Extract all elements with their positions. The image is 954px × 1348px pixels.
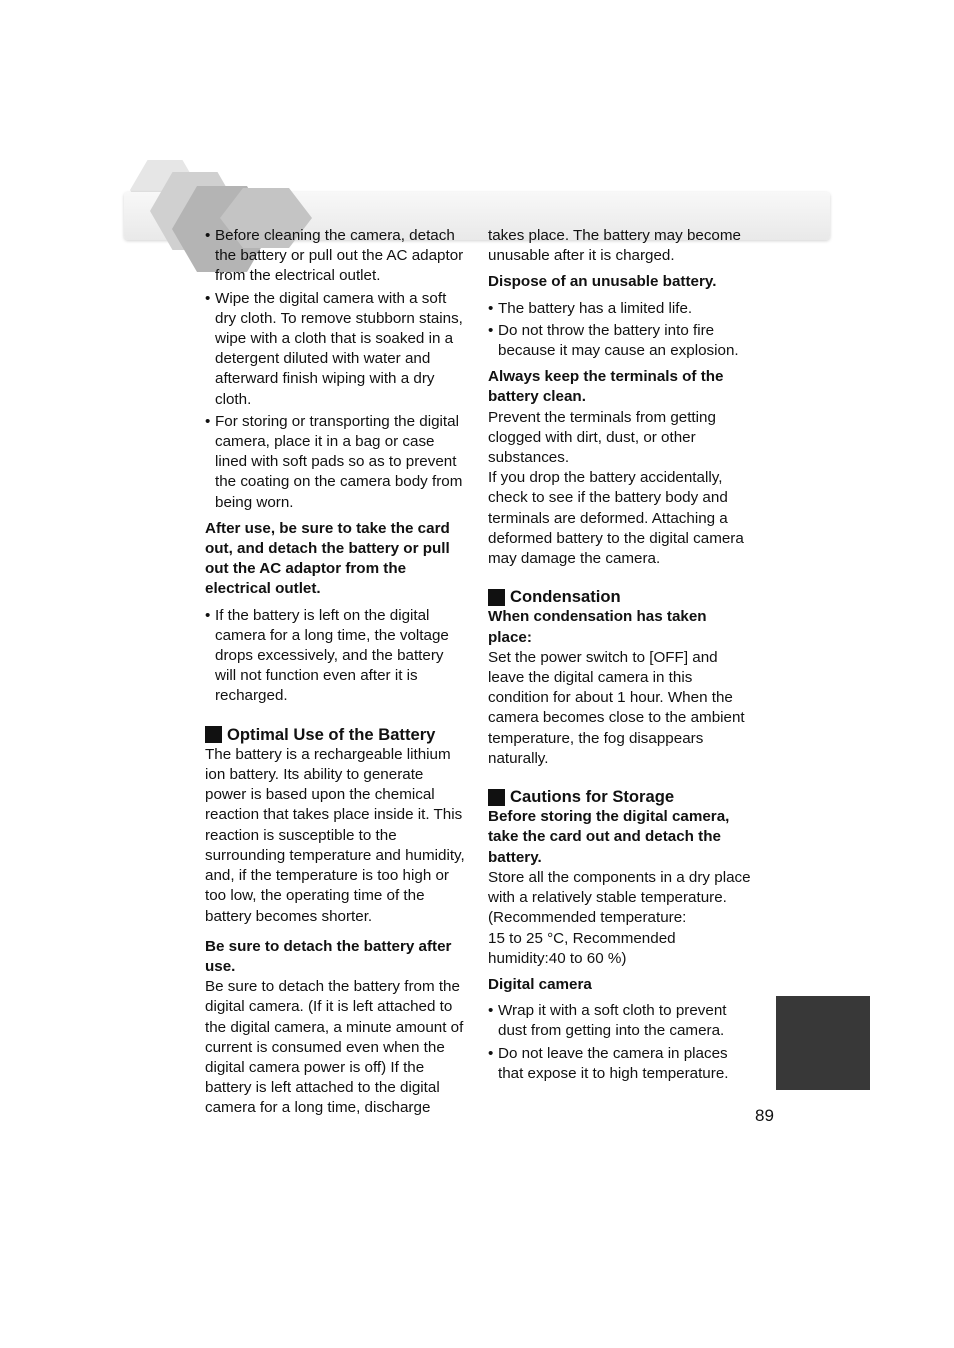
storage-body: Store all the components in a dry place with a relatively stable temperature.: [488, 868, 751, 907]
page-number: 89: [755, 1106, 774, 1125]
storage-body: 15 to 25 °C, Recommended humidity:40 to 60 %): [488, 929, 676, 967]
terminals-heading: Always keep the terminals of the battery clean.: [488, 368, 724, 406]
optimal-battery-heading: [205, 725, 467, 745]
section-square-icon: [205, 726, 222, 743]
condensation-body: Set the power switch to [OFF] and leave the digital camera in this condition for about 1 hour. When the camera becomes close to the ambient temperature, the fog disappears naturally.: [488, 648, 745, 767]
section-square-icon: [488, 789, 505, 806]
list-item: • Do not leave the camera in places that expose it to high temperature.: [488, 1044, 754, 1084]
digital-camera-heading: Digital camera: [488, 975, 592, 993]
section-square-icon: [488, 589, 505, 606]
after-use-bullet-list: [205, 606, 467, 707]
terminals-body: Prevent the terminals from getting clogged with dirt, dust, or other substances.: [488, 408, 716, 467]
cleaning-bullet-list: [205, 226, 467, 513]
after-use-heading: After use, be sure to take the card out, and detach the battery or pull out the AC adaptor from the electrical outlet.: [205, 519, 450, 598]
list-item: • For storing or transporting the digital camera, place it in a bag or case lined with soft pads so as to prevent the coating on the camera body from being worn.: [205, 412, 467, 513]
right-column: [488, 226, 754, 1086]
list-item: • Wrap it with a soft cloth to prevent dust from getting into the camera.: [488, 1001, 754, 1041]
section-heading-label: Optimal Use of the Battery: [227, 724, 436, 744]
storage-body: (Recommended temperature:: [488, 909, 687, 927]
condensation-heading: [488, 587, 754, 607]
storage-subheading: Before storing the digital camera, take the card out and detach the battery.: [488, 808, 730, 866]
section-heading-label: Condensation: [510, 587, 621, 607]
list-item: • The battery has a limited life.: [488, 299, 754, 319]
section-heading-label: Cautions for Storage: [510, 787, 675, 807]
dispose-bullet-list: [488, 299, 754, 362]
chapter-tab-block: [776, 996, 870, 1090]
optimal-battery-body: The battery is a rechargeable lithium ion battery. Its ability to generate power is based upon the chemical reaction that takes place inside it. This reaction is susceptible to the surrounding temperature and humidity, and, if the temperature is too high or too low, the operating time of the battery becomes shorter.: [205, 745, 465, 925]
list-item: • Before cleaning the camera, detach the battery or pull out the AC adaptor from the electrical outlet.: [205, 226, 467, 287]
condensation-subheading: When condensation has taken place:: [488, 608, 707, 646]
list-item: • Wipe the digital camera with a soft dry cloth. To remove stubborn stains, wipe with a cloth that is soaked in a detergent diluted with water and afterward finish wiping with a dry cloth.: [205, 289, 467, 410]
detach-battery-body: Be sure to detach the battery from the digital camera. (If it is left attached to the digital camera, a minute amount of current is consumed even when the digital camera power is off) If the battery is left attached to the digital camera for a long time, discharge: [205, 978, 464, 1117]
continuation-text: takes place. The battery may become unusable after it is charged.: [488, 227, 741, 265]
list-item: • Do not throw the battery into fire because it may cause an explosion.: [488, 321, 754, 361]
storage-heading: [488, 787, 754, 807]
list-item: • If the battery is left on the digital camera for a long time, the voltage drops excessively, and the battery will not function even after it is recharged.: [205, 606, 467, 707]
left-column: [205, 226, 467, 1119]
digital-camera-bullet-list: [488, 1001, 754, 1084]
terminals-body: If you drop the battery accidentally, check to see if the battery body and terminals are deformed. Attaching a deformed battery to the digital camera may damage the camera.: [488, 469, 744, 568]
detach-battery-heading: Be sure to detach the battery after use.: [205, 937, 452, 975]
dispose-heading: Dispose of an unusable battery.: [488, 273, 717, 291]
